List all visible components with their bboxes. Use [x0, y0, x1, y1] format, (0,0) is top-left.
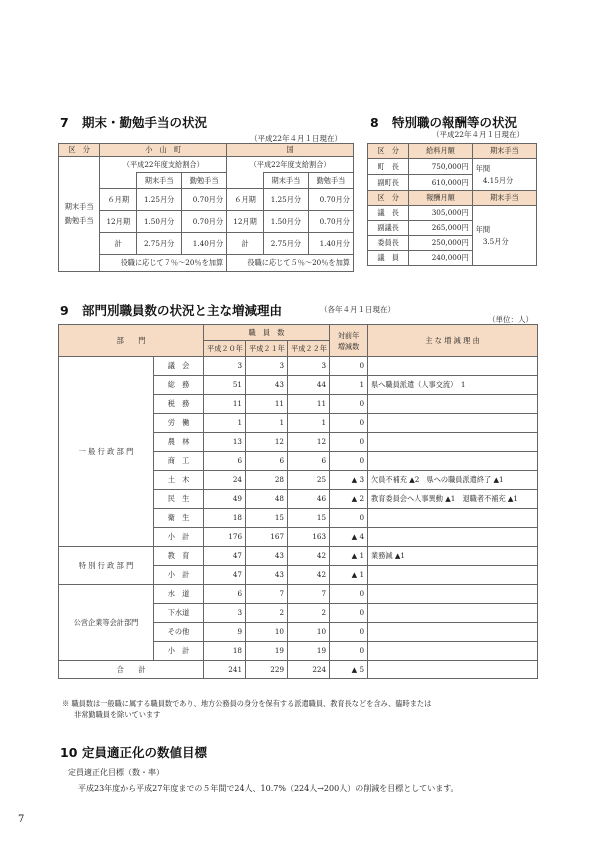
cell: 0.70月分 [182, 189, 227, 211]
bonus-cell: 年間 4.15月分 [472, 159, 536, 191]
cell: 2.75月分 [137, 233, 182, 255]
cell: 計 [100, 233, 137, 255]
count-cell: 43 [246, 566, 288, 585]
section-number: 10 [60, 745, 78, 760]
dept-name: 土 木 [154, 471, 204, 490]
group-label: 公営企業等会計部門 [59, 585, 154, 661]
count-cell: 1 [288, 414, 330, 433]
group-label: 特 別 行 政 部 門 [59, 547, 154, 585]
cell: 1.25月分 [137, 189, 182, 211]
diff-cell: 0 [330, 452, 368, 471]
table-row [368, 206, 537, 221]
header-kimatsu: 期末手当 [472, 144, 536, 159]
count-cell: 229 [246, 661, 288, 679]
dept-name: 小 計 [154, 566, 204, 585]
count-cell: 43 [246, 547, 288, 566]
table-row [59, 357, 538, 376]
count-cell: 28 [246, 471, 288, 490]
count-cell: 18 [204, 509, 246, 528]
header-bumon: 部 門 [59, 325, 204, 357]
count-cell: 167 [246, 528, 288, 547]
dept-name: 下水道 [154, 604, 204, 623]
diff-cell: ▲ 5 [330, 661, 368, 679]
count-cell: 19 [288, 642, 330, 661]
count-cell: 2 [246, 604, 288, 623]
section-title-text: 定員適正化の数値目標 [82, 745, 208, 760]
diff-cell: ▲ 1 [330, 547, 368, 566]
reason-cell [368, 661, 538, 679]
reason-cell: 欠員不補充 ▲2 県への職員派遣終了 ▲1 [368, 471, 538, 490]
dept-name: 農 林 [154, 433, 204, 452]
table-note [62, 698, 542, 720]
dept-name: 小 計 [154, 528, 204, 547]
header-year: 平成２１年 [246, 341, 288, 357]
unit-label: （単位：人） [488, 315, 533, 324]
count-cell: 12 [288, 433, 330, 452]
reason-cell: 教育委員会へ人事異動 ▲1 退職者不補充 ▲1 [368, 490, 538, 509]
reason-cell [368, 528, 538, 547]
count-cell: 11 [246, 395, 288, 414]
bonus-table [58, 143, 354, 272]
diff-cell: 0 [330, 357, 368, 376]
count-cell: 10 [288, 623, 330, 642]
col-kinben: 勤勉手当 [182, 173, 227, 189]
dept-name: その他 [154, 623, 204, 642]
kasan-kuni: 役職に応じて５％～20％を加算 [227, 255, 354, 272]
count-cell: 51 [204, 376, 246, 395]
count-cell: 18 [204, 642, 246, 661]
cell: 議 員 [368, 251, 409, 266]
count-cell: 6 [204, 452, 246, 471]
diff-cell: 0 [330, 623, 368, 642]
kasan-town: 役職に応じて７％～20％を加算 [100, 255, 227, 272]
count-cell: 13 [204, 433, 246, 452]
cell: 750,000円 [409, 159, 472, 175]
cell: ６月期 [100, 189, 137, 211]
table-row [59, 211, 354, 233]
col-kimatsu: 期末手当 [137, 173, 182, 189]
count-cell: 6 [288, 452, 330, 471]
section-8-date: （平成22年４月１日現在） [432, 130, 525, 139]
count-cell: 47 [204, 547, 246, 566]
diff-cell: ▲ 3 [330, 471, 368, 490]
count-cell: 176 [204, 528, 246, 547]
section-title-text: 期末・勤勉手当の状況 [82, 115, 208, 130]
cell: 0.70月分 [182, 211, 227, 233]
reason-cell [368, 623, 538, 642]
reason-cell [368, 414, 538, 433]
cell: 0.70月分 [308, 211, 353, 233]
dept-name: 小 計 [154, 642, 204, 661]
section-title-text: 部門別職員数の状況と主な増減理由 [82, 303, 283, 318]
dept-name: 議 会 [154, 357, 204, 376]
diff-cell: ▲ 2 [330, 490, 368, 509]
dept-name: 衛 生 [154, 509, 204, 528]
count-cell: 24 [204, 471, 246, 490]
cell: 250,000円 [409, 236, 472, 251]
count-cell: 1 [204, 414, 246, 433]
cell: 2.75月分 [263, 233, 308, 255]
count-cell: 9 [204, 623, 246, 642]
count-cell: 7 [246, 585, 288, 604]
header-kubun: 区 分 [59, 144, 100, 157]
count-cell: 10 [246, 623, 288, 642]
cell: 12月期 [100, 211, 137, 233]
reason-cell [368, 604, 538, 623]
header-kyuryo: 給料月額 [409, 144, 472, 159]
count-cell: 241 [204, 661, 246, 679]
count-cell: 3 [288, 357, 330, 376]
dept-name: 商 工 [154, 452, 204, 471]
header-hoshu: 報酬月額 [409, 191, 472, 206]
diff-cell: 0 [330, 642, 368, 661]
count-cell: 6 [204, 585, 246, 604]
note-line: 非常勤職員を除いています [74, 710, 161, 719]
cell: 1.50月分 [263, 211, 308, 233]
diff-cell: 0 [330, 585, 368, 604]
section-title-text: 特別職の報酬等の状況 [392, 115, 518, 130]
section-10-title [60, 743, 207, 761]
count-cell: 48 [246, 490, 288, 509]
cell: 12月期 [227, 211, 264, 233]
count-cell: 11 [204, 395, 246, 414]
count-cell: 19 [246, 642, 288, 661]
header-year: 平成２０年 [204, 341, 246, 357]
cell: 1.40月分 [182, 233, 227, 255]
count-cell: 3 [204, 357, 246, 376]
diff-cell: 0 [330, 604, 368, 623]
cell: 副町長 [368, 175, 409, 191]
header-kuni: 国 [227, 144, 354, 157]
staff-table-body [59, 357, 538, 679]
count-cell: 43 [246, 376, 288, 395]
count-cell: 25 [288, 471, 330, 490]
header-taizen: 対前年 増減数 [330, 325, 368, 357]
note-line: ※ 職員数は一般職に属する職員数であり、地方公務員の身分を保有する派遣職員、教育長などを含み、臨時または [62, 699, 432, 708]
count-cell: 2 [288, 604, 330, 623]
dept-name: 労 働 [154, 414, 204, 433]
dept-name: 水 道 [154, 585, 204, 604]
cell: 0.70月分 [308, 189, 353, 211]
cell: 議 長 [368, 206, 409, 221]
cell: ６月期 [227, 189, 264, 211]
count-cell: 47 [204, 566, 246, 585]
reason-cell [368, 452, 538, 471]
header-kimatsu: 期末手当 [472, 191, 536, 206]
dept-name: 教 育 [154, 547, 204, 566]
total-row [59, 661, 538, 679]
cell: 265,000円 [409, 221, 472, 236]
cell: 計 [227, 233, 264, 255]
cell: 副議長 [368, 221, 409, 236]
group-label: 一 般 行 政 部 門 [59, 357, 154, 547]
col-kimatsu: 期末手当 [263, 173, 308, 189]
count-cell: 46 [288, 490, 330, 509]
count-cell: 3 [246, 357, 288, 376]
col-kinben: 勤勉手当 [308, 173, 353, 189]
cell: 305,000円 [409, 206, 472, 221]
section-7-date: （平成22年４月１日現在） [250, 134, 343, 143]
count-cell: 15 [246, 509, 288, 528]
bonus-cell: 年間 3.5月分 [472, 206, 536, 266]
section-7-title [60, 113, 207, 131]
count-cell: 7 [288, 585, 330, 604]
cell: 1.50月分 [137, 211, 182, 233]
cell: 1.40月分 [308, 233, 353, 255]
table-row [59, 233, 354, 255]
count-cell: 42 [288, 566, 330, 585]
header-kubun: 区 分 [368, 191, 409, 206]
count-cell: 12 [246, 433, 288, 452]
dept-name: 総 務 [154, 376, 204, 395]
cell: 240,000円 [409, 251, 472, 266]
diff-cell: ▲ 4 [330, 528, 368, 547]
diff-cell: ▲ 1 [330, 566, 368, 585]
dept-name: 民 生 [154, 490, 204, 509]
table-row [59, 547, 538, 566]
reason-cell [368, 566, 538, 585]
section-number: 7 [60, 115, 69, 130]
total-label: 合 計 [59, 661, 204, 679]
reason-cell [368, 585, 538, 604]
cell: 委員長 [368, 236, 409, 251]
reason-cell [368, 357, 538, 376]
staff-table [58, 324, 538, 679]
section-number: 8 [370, 115, 379, 130]
section-9-title [60, 301, 282, 319]
count-cell: 3 [204, 604, 246, 623]
diff-cell: 0 [330, 414, 368, 433]
count-cell: 44 [288, 376, 330, 395]
reason-cell [368, 395, 538, 414]
section-9-date: （各年４月１日現在） [320, 305, 395, 314]
count-cell: 11 [288, 395, 330, 414]
cell: 1.25月分 [263, 189, 308, 211]
reason-cell [368, 509, 538, 528]
diff-cell: 0 [330, 433, 368, 452]
table-row [59, 585, 538, 604]
count-cell: 15 [288, 509, 330, 528]
row-label: 期末手当 勤勉手当 [59, 157, 100, 272]
cell: 町 長 [368, 159, 409, 175]
section-number: 9 [60, 303, 69, 318]
diff-cell: 1 [330, 376, 368, 395]
header-town: 小 山 町 [100, 144, 227, 157]
diff-cell: 0 [330, 395, 368, 414]
diff-cell: 0 [330, 509, 368, 528]
header-shokuin: 職 員 数 [204, 325, 330, 341]
cell: 610,000円 [409, 175, 472, 191]
count-cell: 163 [288, 528, 330, 547]
section-10-body: 平成23年度から平成27年度までの５年間で24人、10.7%（224人→200人）の削減を目標としています。 [78, 784, 459, 793]
header-kubun: 区 分 [368, 144, 409, 159]
table-row [368, 159, 537, 175]
count-cell: 1 [246, 414, 288, 433]
section-10-subtitle: 定員適正化目標（数・率） [68, 768, 164, 777]
table-row [59, 189, 354, 211]
reason-cell: 県へ職員派遣（人事交流） 1 [368, 376, 538, 395]
reason-cell [368, 642, 538, 661]
header-riyu: 主 な 増 減 理 由 [368, 325, 538, 357]
header-year: 平成２２年 [288, 341, 330, 357]
count-cell: 49 [204, 490, 246, 509]
count-cell: 42 [288, 547, 330, 566]
count-cell: 224 [288, 661, 330, 679]
reason-cell: 業務減 ▲1 [368, 547, 538, 566]
special-pay-table [367, 143, 537, 266]
town-subheader: （平成22年度支給割合） [100, 157, 227, 173]
dept-name: 税 務 [154, 395, 204, 414]
reason-cell [368, 433, 538, 452]
page-number: 7 [18, 814, 25, 825]
count-cell: 6 [246, 452, 288, 471]
kuni-subheader: （平成22年度支給割合） [227, 157, 354, 173]
